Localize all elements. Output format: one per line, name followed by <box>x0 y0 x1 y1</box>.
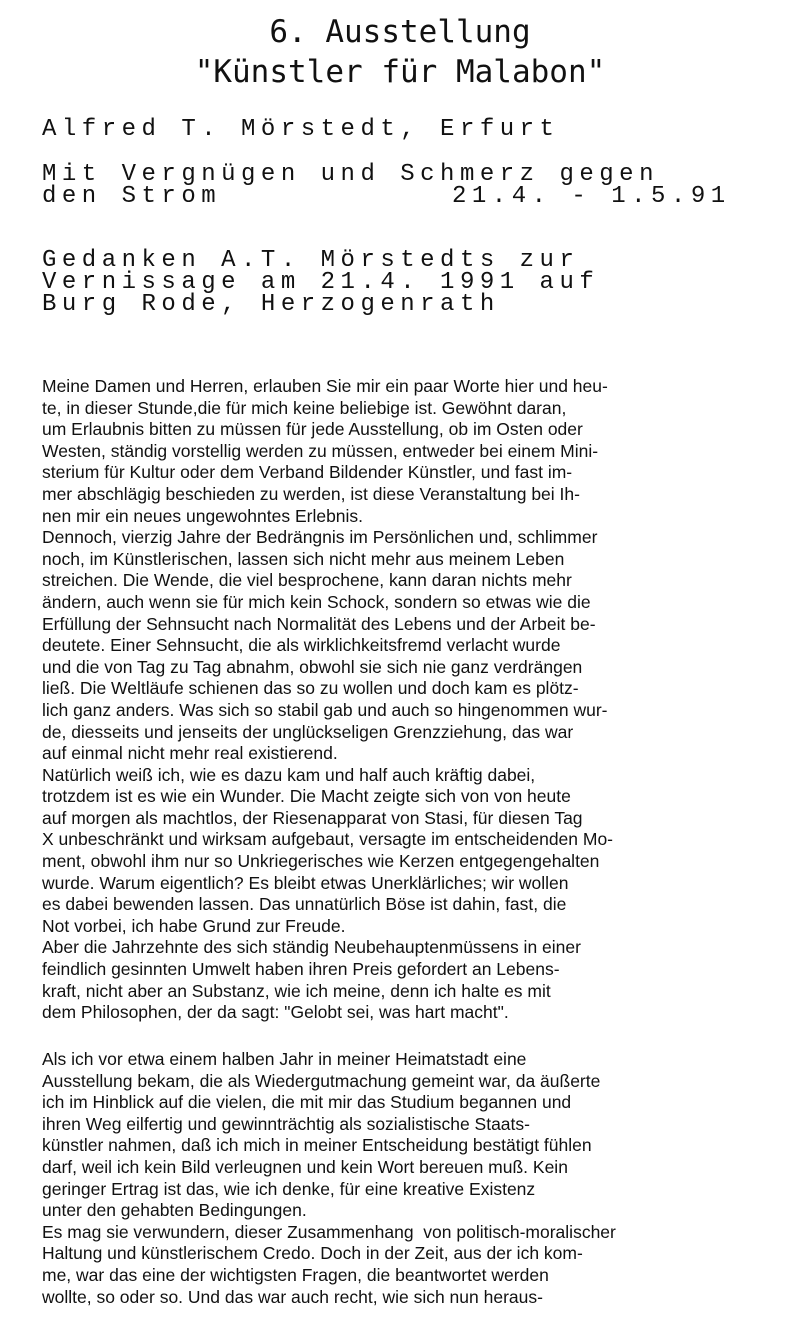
body-line: de, diesseits und jenseits der unglückseligen Grenzziehung, das war <box>42 721 574 742</box>
body-line: ment, obwohl ihm nur so Unkriegerisches wie Kerzen entgegengehalten <box>42 851 600 872</box>
body-line: um Erlaubnis bitten zu müssen für jede Ausstellung, ob im Osten oder <box>42 419 583 440</box>
body-line: auf einmal nicht mehr real existierend. <box>42 743 338 764</box>
body-line: auf morgen als machtlos, der Riesenapparat von Stasi, für diesen Tag <box>42 807 583 828</box>
title-exhibition-number: 6. Ausstellung <box>269 14 531 50</box>
body-line: Meine Damen und Herren, erlauben Sie mir ein paar Worte hier und heu- <box>42 376 608 396</box>
body-line: nen mir ein neues ungewohntes Erlebnis. <box>42 505 364 526</box>
body-line: ich im Hinblick auf die vielen, die mit mir das Studium begannen und <box>42 1092 572 1113</box>
body-line: noch, im Künstlerischen, lassen sich nicht mehr aus meinem Leben <box>42 548 565 569</box>
body-line: wollte, so oder so. Und das war auch recht, wie sich nun heraus- <box>42 1286 543 1307</box>
body-paragraph-block-1 <box>42 376 777 1024</box>
body-paragraph-block-2 <box>42 1049 777 1308</box>
body-line: Ausstellung bekam, die als Wiedergutmachung gemeint war, da äußerte <box>42 1070 601 1091</box>
body-line: kraft, nicht aber an Substanz, wie ich meine, denn ich halte es mit <box>42 980 551 1001</box>
body-line: Not vorbei, ich habe Grund zur Freude. <box>42 915 346 936</box>
body-line: streichen. Die Wende, die viel besprochene, kann daran nichts mehr <box>42 570 572 591</box>
body-line: mer abschlägig beschieden zu werden, ist diese Veranstaltung bei Ih- <box>42 483 580 504</box>
exhibition-dates: 21.4. - 1.5.91 <box>452 183 731 210</box>
body-line: sterium für Kultur oder dem Verband Bildender Künstler, und fast im- <box>42 462 573 483</box>
body-line: te, in dieser Stunde,die für mich keine beliebige ist. Gewöhnt daran, <box>42 397 567 418</box>
body-line: deutete. Einer Sehnsucht, die als wirklichkeitsfremd verlacht wurde <box>42 635 561 656</box>
exhibition-title-line-2: den Strom <box>42 183 222 210</box>
subtitle-line-2: Vernissage am 21.4. 1991 auf <box>42 269 600 296</box>
body-line: Westen, ständig vorstellig werden zu müssen, entweder bei einem Mini- <box>42 440 599 461</box>
body-line: Natürlich weiß ich, wie es dazu kam und half auch kräftig dabei, <box>42 764 536 785</box>
body-line: wurde. Warum eigentlich? Es bleibt etwas Unerklärliches; wir wollen <box>42 872 569 893</box>
body-line: künstler nahmen, daß ich mich in meiner Entscheidung bestätigt fühlen <box>42 1135 592 1156</box>
body-line: Aber die Jahrzehnte des sich ständig Neubehauptenmüssens in einer <box>42 937 581 958</box>
body-line: darf, weil ich kein Bild verleugnen und kein Wort bereuen muß. Kein <box>42 1156 568 1177</box>
body-line: ließ. Die Weltläufe schienen das so zu wollen und doch kam es plötz- <box>42 678 579 699</box>
subtitle-line-1: Gedanken A.T. Mörstedts zur <box>42 247 580 274</box>
body-line: feindlich gesinnten Umwelt haben ihren Preis gefordert an Lebens- <box>42 959 560 980</box>
body-line: Als ich vor etwa einem halben Jahr in meiner Heimatstadt eine <box>42 1049 527 1069</box>
body-line: X unbeschränkt und wirksam aufgebaut, versagte im entscheidenden Mo- <box>42 829 614 850</box>
body-line: es dabei bewenden lassen. Das unnatürlich Böse ist dahin, fast, die <box>42 894 567 915</box>
body-line: geringer Ertrag ist das, wie ich denke, für eine kreative Existenz <box>42 1178 536 1199</box>
body-line: ändern, auch wenn sie für mich kein Schock, sondern so etwas wie die <box>42 591 591 612</box>
subtitle-line-3: Burg Rode, Herzogenrath <box>42 291 500 318</box>
title-exhibition-name: "Künstler für Malabon" <box>194 54 606 90</box>
body-line: unter den gehabten Bedingungen. <box>42 1200 307 1221</box>
body-line: me, war das eine der wichtigsten Fragen, die beantwortet werden <box>42 1264 549 1285</box>
body-line: und die von Tag zu Tag abnahm, obwohl sie sich nie ganz verdrängen <box>42 656 583 677</box>
title-block <box>0 12 800 92</box>
body-line: trotzdem ist es wie ein Wunder. Die Macht zeigte sich von von heute <box>42 786 571 807</box>
artist-heading: Alfred T. Mörstedt, Erfurt <box>42 116 560 143</box>
body-line: lich ganz anders. Was sich so stabil gab und auch so hingenommen wur- <box>42 699 608 720</box>
body-line: Erfüllung der Sehnsucht nach Normalität des Lebens und der Arbeit be- <box>42 613 596 634</box>
body-line: ihren Weg eilfertig und gewinnträchtig als sozialistische Staats- <box>42 1113 530 1134</box>
body-line: Dennoch, vierzig Jahre der Bedrängnis im Persönlichen und, schlimmer <box>42 527 598 548</box>
body-line: Haltung und künstlerischem Credo. Doch in der Zeit, aus der ich kom- <box>42 1243 583 1264</box>
body-line: dem Philosophen, der da sagt: "Gelobt sei, was hart macht". <box>42 1002 509 1023</box>
exhibition-title-line-1: Mit Vergnügen und Schmerz gegen <box>42 161 659 188</box>
body-line: Es mag sie verwundern, dieser Zusammenhang von politisch-moralischer <box>42 1221 616 1242</box>
